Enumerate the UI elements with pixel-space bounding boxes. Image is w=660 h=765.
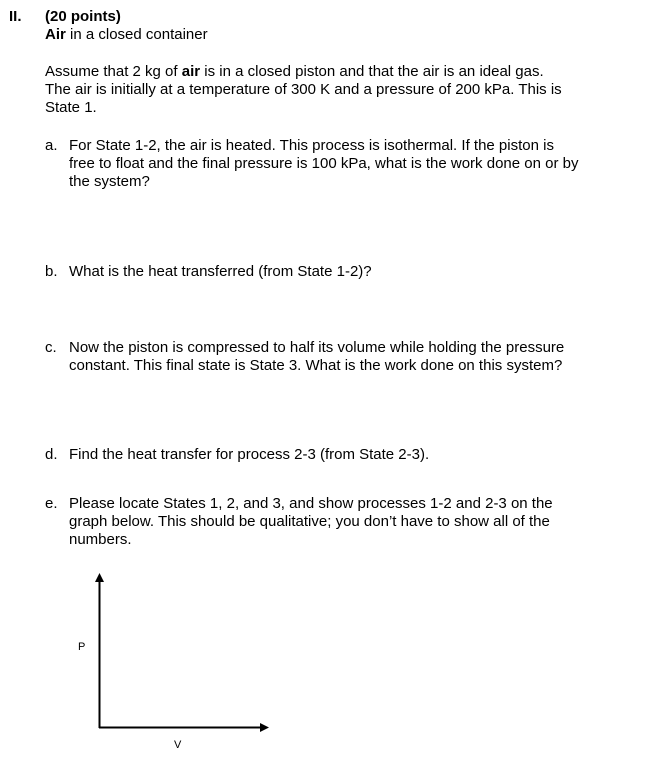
- question-line: graph below. This should be qualitative; you don’t have to show all of the: [69, 513, 550, 530]
- question-line: Find the heat transfer for process 2-3 (from State 2-3).: [69, 446, 430, 463]
- question-text: [69, 263, 372, 281]
- x-axis-label: V: [174, 739, 182, 751]
- question-line: For State 1-2, the air is heated. This process is isothermal. If the piston is: [69, 137, 554, 154]
- y-axis-arrow-icon: [95, 573, 104, 582]
- x-axis-arrow-icon: [260, 723, 269, 732]
- question-letter: c.: [45, 339, 57, 356]
- pv-axes: [60, 560, 290, 760]
- intro-line-1-post: is in a closed piston and that the air is an ideal gas.: [200, 63, 544, 80]
- question-line: Now the piston is compressed to half its volume while holding the pressure: [69, 339, 565, 356]
- pv-graph: [60, 560, 290, 760]
- intro-paragraph: [45, 63, 562, 117]
- problem-title: [45, 26, 208, 44]
- problem-title-rest: in a closed container: [65, 26, 208, 43]
- question-text: [69, 339, 564, 375]
- intro-line-1: [45, 63, 562, 81]
- problem-title-bold: Air: [45, 26, 66, 43]
- intro-line-1-pre: Assume that 2 kg of: [45, 63, 182, 80]
- problem-number: II.: [9, 8, 22, 25]
- question-letter: e.: [45, 495, 58, 512]
- question-line: constant. This final state is State 3. What is the work done on this system?: [69, 357, 563, 374]
- question-line: the system?: [69, 173, 150, 190]
- intro-line-2: The air is initially at a temperature of 300 K and a pressure of 200 kPa. This is: [45, 81, 562, 98]
- question-letter: b.: [45, 263, 58, 280]
- intro-line-1-bold: air: [181, 63, 201, 80]
- y-axis-label: P: [78, 641, 86, 653]
- problem-points: (20 points): [45, 8, 121, 25]
- question-line: free to float and the final pressure is 100 kPa, what is the work done on or by: [69, 155, 579, 172]
- question-line: numbers.: [69, 531, 132, 548]
- question-text: [69, 137, 578, 191]
- question-letter: d.: [45, 446, 58, 463]
- question-line: Please locate States 1, 2, and 3, and show processes 1-2 and 2-3 on the: [69, 495, 553, 512]
- question-letter: a.: [45, 137, 58, 154]
- intro-line-3: State 1.: [45, 99, 97, 116]
- question-text: [69, 495, 553, 549]
- question-text: [69, 446, 429, 464]
- question-line: What is the heat transferred (from State 1-2)?: [69, 263, 372, 280]
